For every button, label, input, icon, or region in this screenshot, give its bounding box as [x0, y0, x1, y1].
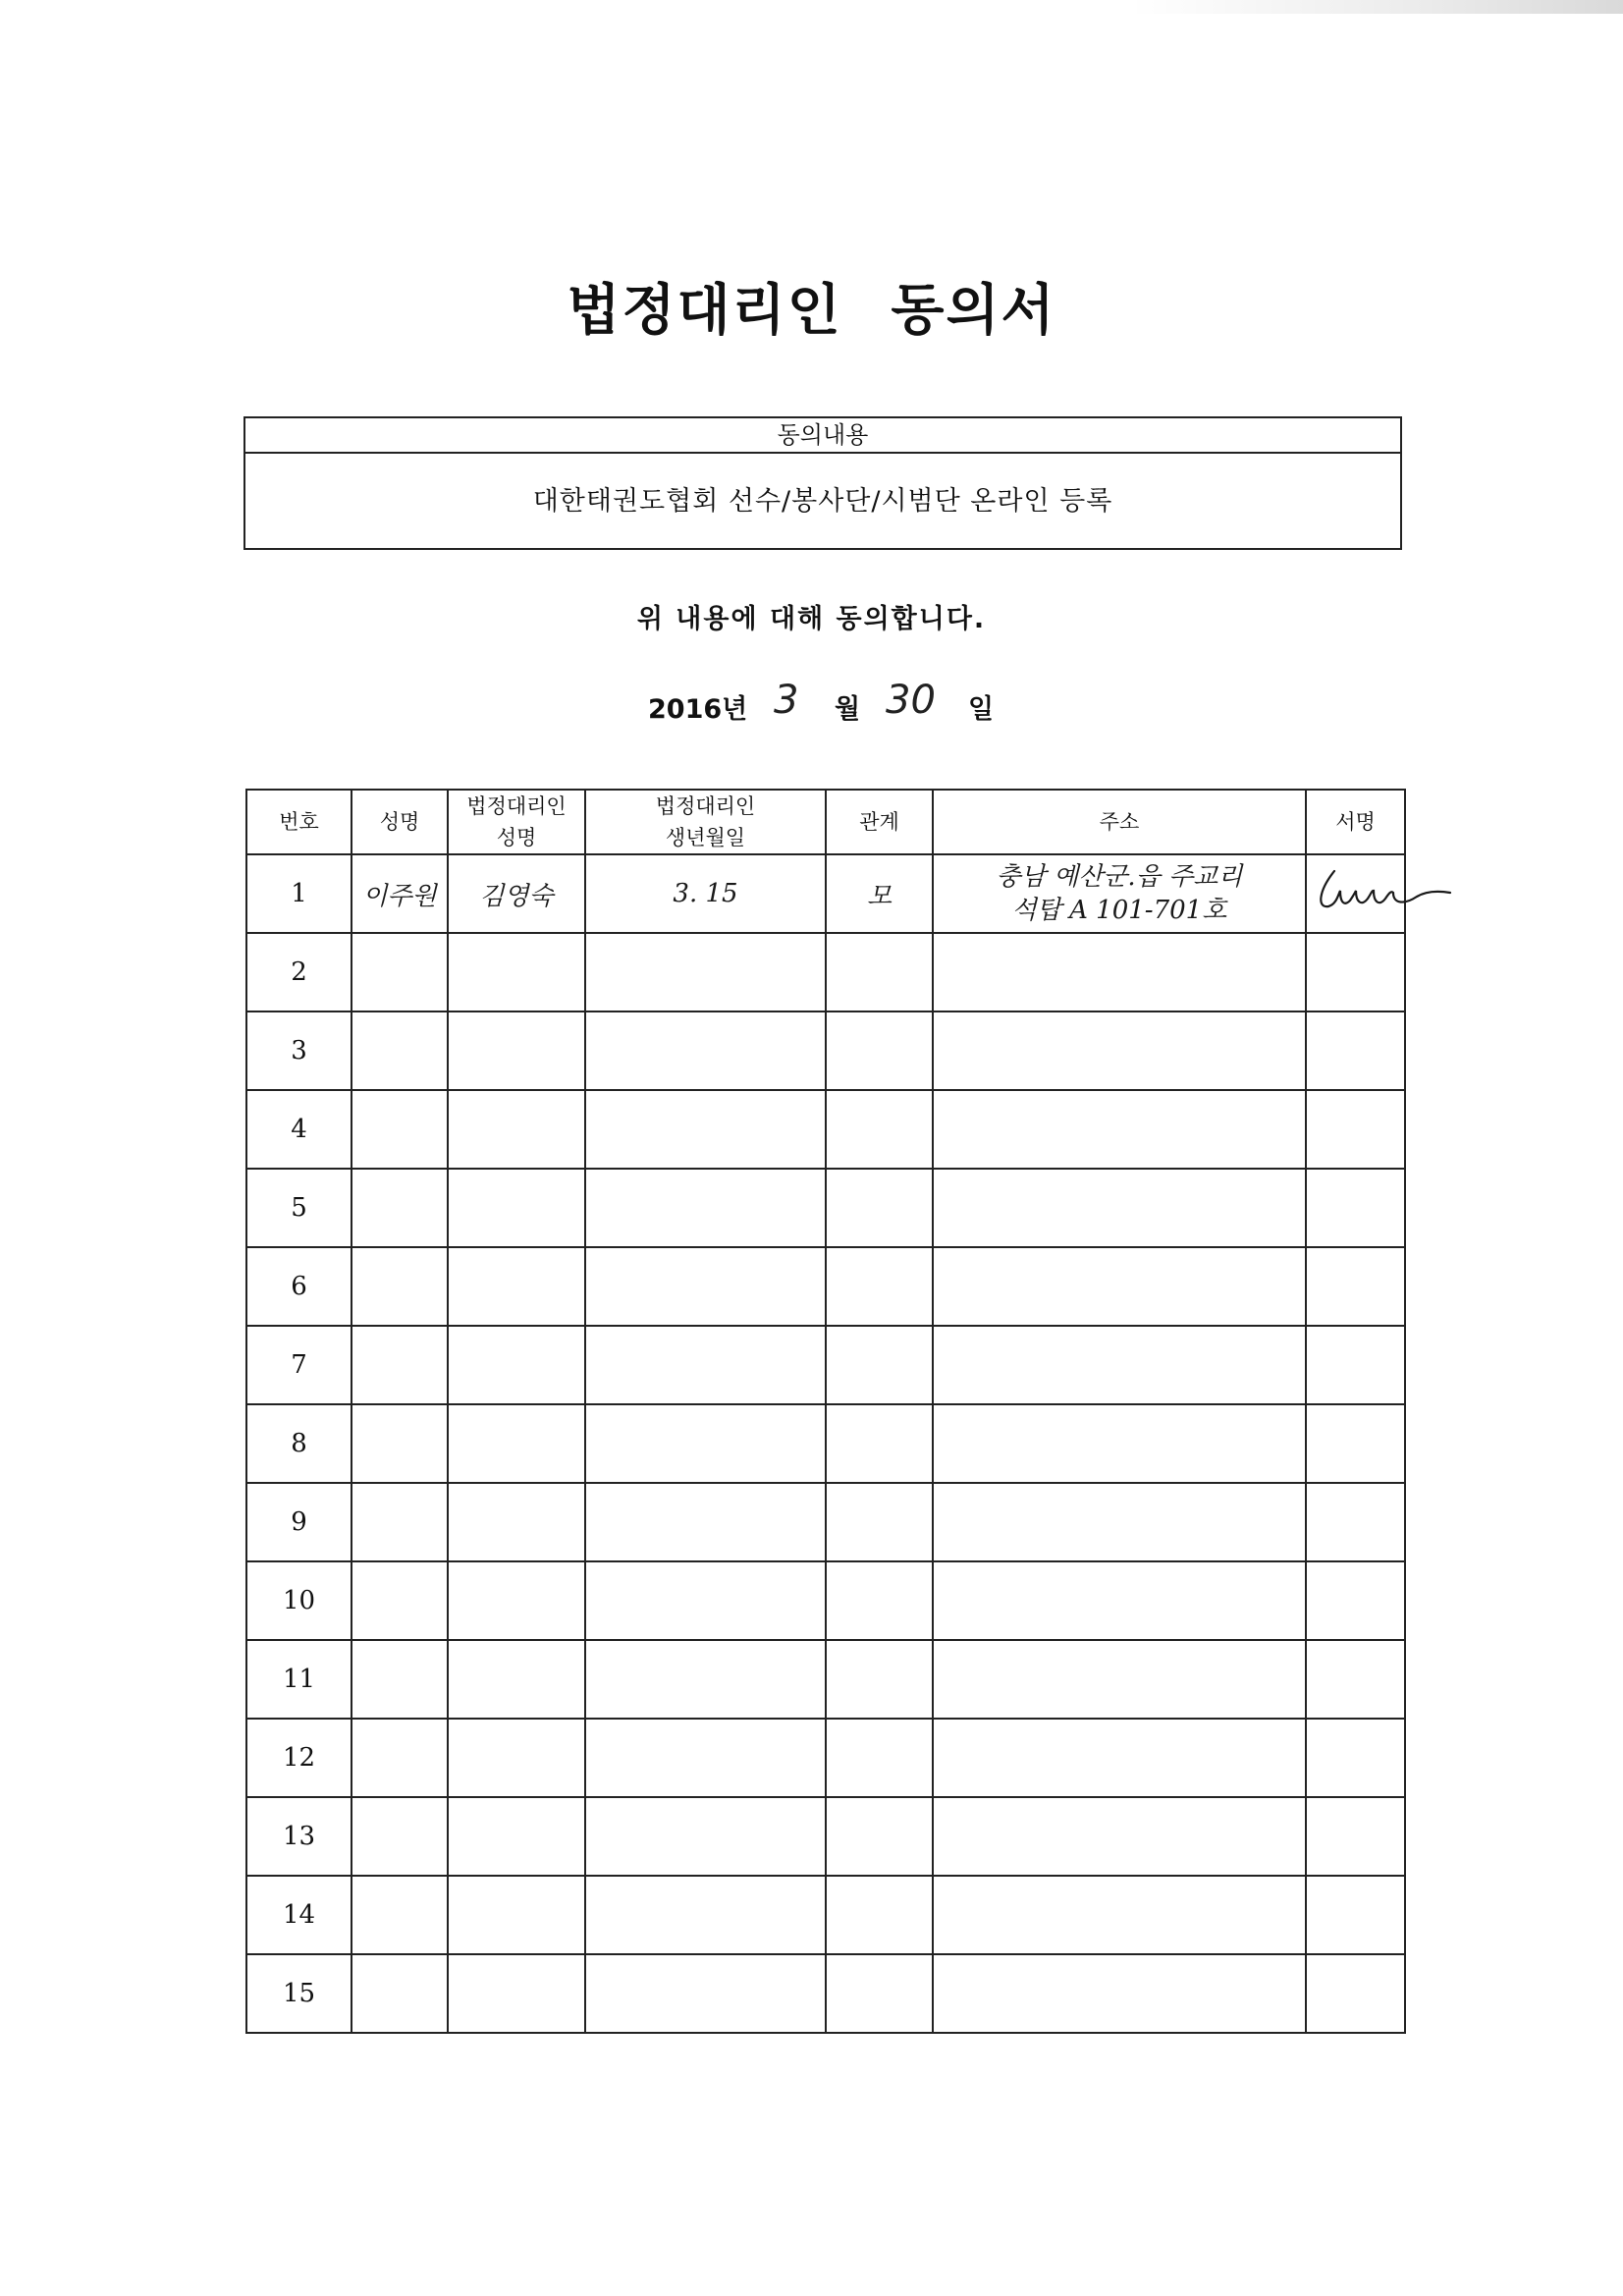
- table-row: [246, 1797, 1405, 1876]
- registration-table: [245, 789, 1406, 2034]
- consent-content-box: [243, 416, 1402, 550]
- guardian-birth: 3. 15: [585, 854, 826, 933]
- empty-cell: [448, 1561, 585, 1640]
- empty-cell: [826, 1326, 933, 1404]
- table-row: [246, 1169, 1405, 1247]
- empty-cell: [585, 1169, 826, 1247]
- empty-cell: [933, 1561, 1306, 1640]
- empty-cell: [826, 1483, 933, 1561]
- empty-cell: [826, 1954, 933, 2033]
- row-number: 14: [246, 1876, 352, 1954]
- row-number: 6: [246, 1247, 352, 1326]
- empty-cell: [826, 1719, 933, 1797]
- empty-cell: [585, 1954, 826, 2033]
- table-row: [246, 1090, 1405, 1169]
- row-number: 12: [246, 1719, 352, 1797]
- agreement-statement: 위 내용에 대해 동의합니다.: [636, 604, 987, 634]
- empty-cell: [352, 1719, 448, 1797]
- empty-cell: [1306, 1483, 1405, 1561]
- address-line-1: 충남 예산군.읍 주교리: [996, 862, 1243, 892]
- empty-cell: [352, 1090, 448, 1169]
- guardian-name: 김영숙: [448, 854, 585, 933]
- empty-cell: [448, 1326, 585, 1404]
- table-header-row: [246, 790, 1405, 854]
- header-number: 번호: [246, 790, 352, 854]
- row-number: 9: [246, 1483, 352, 1561]
- table-row: [246, 1404, 1405, 1483]
- empty-cell: [448, 1090, 585, 1169]
- address: [933, 854, 1306, 933]
- empty-cell: [1306, 1954, 1405, 2033]
- empty-cell: [585, 1561, 826, 1640]
- row-number: 2: [246, 933, 352, 1011]
- relation: 모: [826, 854, 933, 933]
- empty-cell: [1306, 933, 1405, 1011]
- empty-cell: [448, 1169, 585, 1247]
- empty-cell: [585, 1326, 826, 1404]
- empty-cell: [448, 1876, 585, 1954]
- empty-cell: [352, 1404, 448, 1483]
- empty-cell: [1306, 1247, 1405, 1326]
- empty-cell: [352, 1247, 448, 1326]
- empty-cell: [1306, 1876, 1405, 1954]
- table-row: [246, 1011, 1405, 1090]
- date-day-label: 일: [968, 694, 995, 725]
- table-row: [246, 1326, 1405, 1404]
- empty-cell: [448, 1719, 585, 1797]
- signature-scribble: [1307, 861, 1454, 920]
- empty-cell: [448, 1797, 585, 1876]
- empty-cell: [826, 1011, 933, 1090]
- empty-cell: [585, 1404, 826, 1483]
- title-word: 동의서: [891, 278, 1056, 343]
- row-number: 7: [246, 1326, 352, 1404]
- empty-cell: [352, 1954, 448, 2033]
- header-guardian-birth: 법정대리인 생년월일: [585, 790, 826, 854]
- empty-cell: [826, 1876, 933, 1954]
- empty-cell: [448, 933, 585, 1011]
- header-signature: 서명: [1306, 790, 1405, 854]
- empty-cell: [585, 1797, 826, 1876]
- empty-cell: [933, 1483, 1306, 1561]
- header-address: 주소: [933, 790, 1306, 854]
- empty-cell: [352, 1797, 448, 1876]
- table-row: [246, 854, 1405, 933]
- empty-cell: [933, 1169, 1306, 1247]
- row-number: 13: [246, 1797, 352, 1876]
- empty-cell: [933, 1719, 1306, 1797]
- empty-cell: [826, 1797, 933, 1876]
- empty-cell: [933, 1954, 1306, 2033]
- empty-cell: [1306, 1640, 1405, 1719]
- empty-cell: [448, 1640, 585, 1719]
- date-day-value: 30: [886, 678, 936, 723]
- table-row: [246, 1483, 1405, 1561]
- empty-cell: [1306, 1090, 1405, 1169]
- empty-cell: [1306, 1326, 1405, 1404]
- empty-cell: [352, 933, 448, 1011]
- empty-cell: [1306, 1797, 1405, 1876]
- empty-cell: [826, 1561, 933, 1640]
- empty-cell: [352, 1011, 448, 1090]
- empty-cell: [352, 1876, 448, 1954]
- header-guardian-name: 법정대리인 성명: [448, 790, 585, 854]
- empty-cell: [933, 1247, 1306, 1326]
- header-name: 성명: [352, 790, 448, 854]
- empty-cell: [826, 1169, 933, 1247]
- student-name: 이주원: [352, 854, 448, 933]
- empty-cell: [1306, 1404, 1405, 1483]
- content-header: 동의내용: [245, 418, 1400, 454]
- empty-cell: [826, 1404, 933, 1483]
- table-row: [246, 933, 1405, 1011]
- date-month-value: 3: [774, 678, 799, 723]
- table-row: [246, 1640, 1405, 1719]
- row-number: 15: [246, 1954, 352, 2033]
- empty-cell: [585, 1483, 826, 1561]
- header-relation: 관계: [826, 790, 933, 854]
- empty-cell: [933, 1326, 1306, 1404]
- empty-cell: [352, 1640, 448, 1719]
- content-body: 대한태권도협회 선수/봉사단/시범단 온라인 등록: [532, 486, 1113, 517]
- empty-cell: [826, 1247, 933, 1326]
- table-row: [246, 1954, 1405, 2033]
- empty-cell: [933, 1090, 1306, 1169]
- empty-cell: [826, 1090, 933, 1169]
- empty-cell: [933, 1797, 1306, 1876]
- address-line-2: 석탑 A 101-701호: [1011, 896, 1227, 925]
- table-row: [246, 1876, 1405, 1954]
- empty-cell: [448, 1954, 585, 2033]
- signature: [1306, 854, 1405, 933]
- empty-cell: [933, 1404, 1306, 1483]
- empty-cell: [585, 1090, 826, 1169]
- empty-cell: [1306, 1561, 1405, 1640]
- date-year: 2016년: [648, 694, 748, 725]
- empty-cell: [352, 1169, 448, 1247]
- empty-cell: [448, 1483, 585, 1561]
- table-row: [246, 1247, 1405, 1326]
- empty-cell: [1306, 1719, 1405, 1797]
- date-month-label: 월: [835, 694, 861, 725]
- title-word: 법정대리인: [567, 278, 842, 343]
- empty-cell: [933, 1011, 1306, 1090]
- empty-cell: [933, 1640, 1306, 1719]
- table-row: [246, 1719, 1405, 1797]
- row-number: 8: [246, 1404, 352, 1483]
- empty-cell: [826, 933, 933, 1011]
- empty-cell: [448, 1404, 585, 1483]
- empty-cell: [585, 1640, 826, 1719]
- table-row: [246, 1561, 1405, 1640]
- row-number: 3: [246, 1011, 352, 1090]
- scan-shadow: [1129, 0, 1623, 14]
- row-number: 1: [246, 854, 352, 933]
- row-number: 5: [246, 1169, 352, 1247]
- empty-cell: [933, 1876, 1306, 1954]
- empty-cell: [585, 933, 826, 1011]
- empty-cell: [448, 1011, 585, 1090]
- empty-cell: [585, 1011, 826, 1090]
- empty-cell: [585, 1719, 826, 1797]
- empty-cell: [585, 1247, 826, 1326]
- row-number: 10: [246, 1561, 352, 1640]
- empty-cell: [1306, 1011, 1405, 1090]
- empty-cell: [826, 1640, 933, 1719]
- empty-cell: [352, 1326, 448, 1404]
- empty-cell: [1306, 1169, 1405, 1247]
- page-title: [0, 267, 1623, 346]
- empty-cell: [448, 1247, 585, 1326]
- empty-cell: [933, 933, 1306, 1011]
- empty-cell: [352, 1561, 448, 1640]
- row-number: 4: [246, 1090, 352, 1169]
- row-number: 11: [246, 1640, 352, 1719]
- empty-cell: [585, 1876, 826, 1954]
- empty-cell: [352, 1483, 448, 1561]
